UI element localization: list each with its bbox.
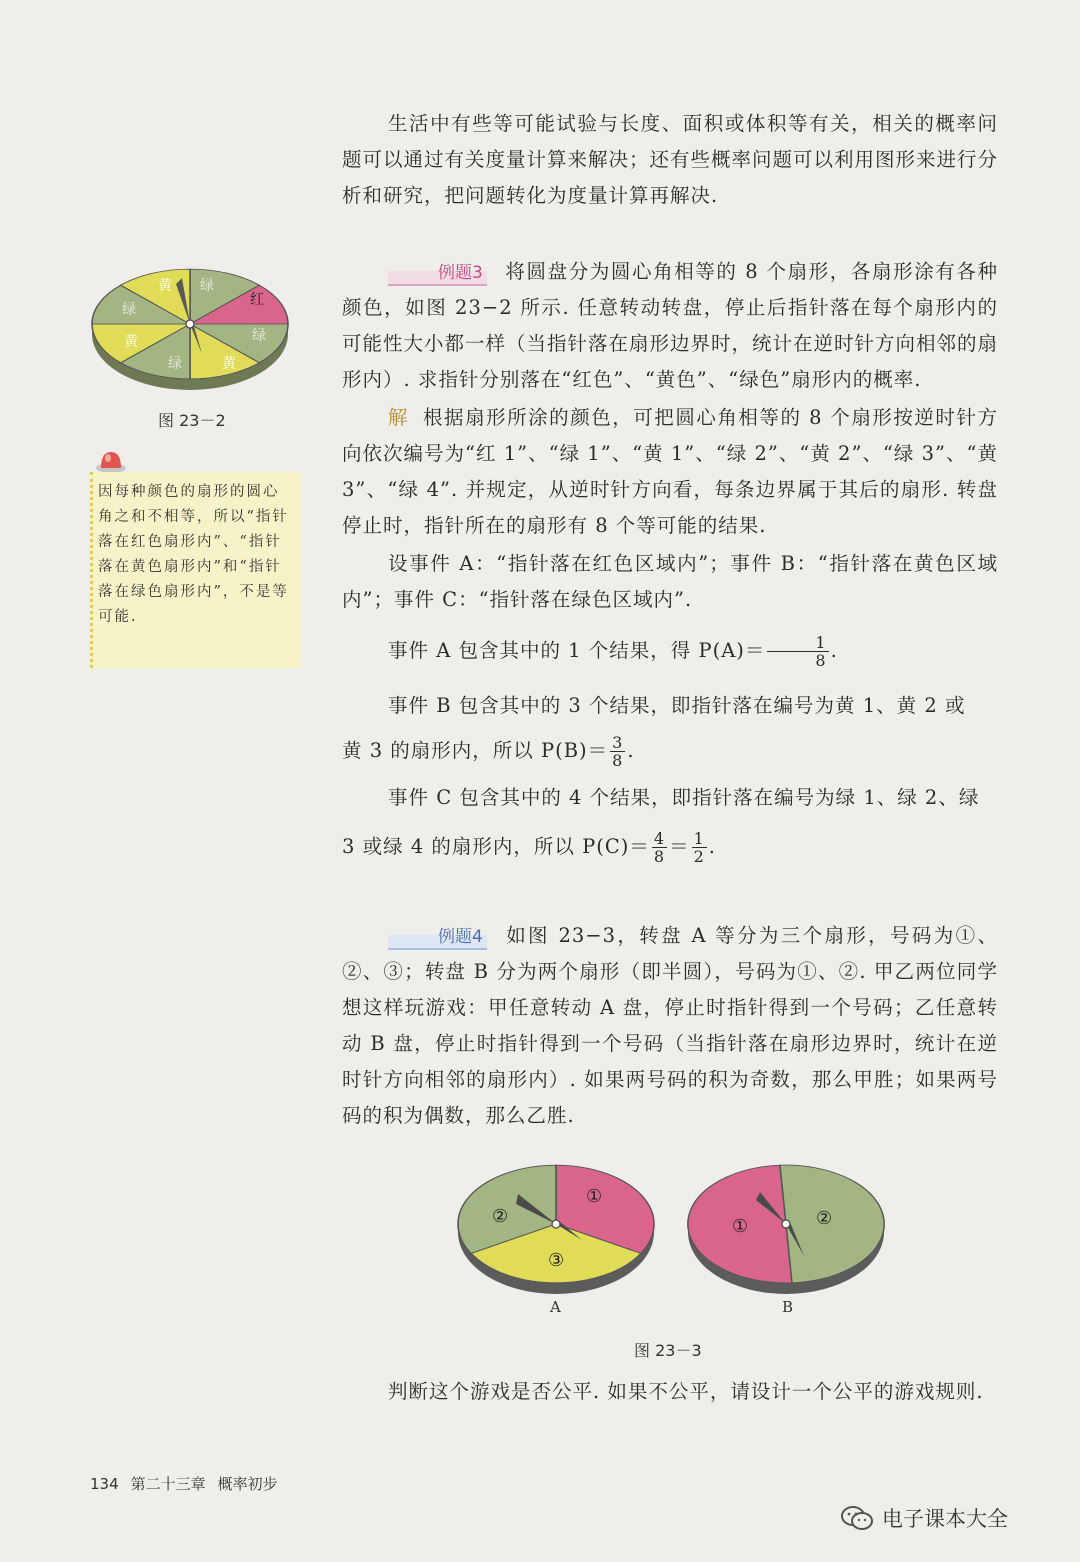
example4-question: 判断这个游戏是否公平. 如果不公平，请设计一个公平的游戏规则. [388, 1380, 984, 1403]
chapter-name: 第二十三章 [130, 1475, 206, 1493]
pa-numerator: 1 [767, 634, 828, 652]
side-note-text: 因每种颜色的扇形的圆心角之和不相等，所以“指针落在红色扇形内”、“指针落在黄色扇形内”和“指针落在绿色扇形内”，不是等可能. [98, 484, 289, 625]
disc-a-pivot-icon [552, 1220, 560, 1228]
pointer-pivot-icon [186, 320, 194, 328]
solution-p2: 设事件 A：“指针落在红色区域内”；事件 B：“指针落在黄色区域内”；事件 C：“指针落在绿色区域内”. [342, 552, 998, 611]
sector-label-green-top: 绿 [200, 278, 214, 294]
p5-line1: 事件 C 包含其中的 4 个结果，即指针落在编号为绿 1、绿 2、绿 [388, 786, 980, 809]
sector-label-green-bottom: 绿 [168, 356, 182, 372]
example4-text: 如图 23−3，转盘 A 等分为三个扇形，号码为①、②、③；转盘 B 分为两个扇形（即半圆），号码为①、②. 甲乙两位同学想这样玩游戏：甲任意转动 A 盘，停止时指针得到一个号码；乙任意转动 B 盘，停止时指针得到一个号码（当指针落在扇形边界时，统计在逆时针方向相邻的扇形内）. 如果两号码的积为奇数，那么甲胜；如果两号码的积为偶数，那么乙胜. [342, 924, 998, 1127]
example3-paragraph [342, 254, 998, 398]
spinner-figure-23-2 [88, 250, 298, 400]
disc-a-number-2: ② [492, 1206, 509, 1227]
fraction-pc2 [692, 830, 707, 865]
p3-text: 事件 A 包含其中的 1 个结果，得 P(A)＝ [388, 639, 766, 662]
sector-label-green-left: 绿 [122, 302, 136, 318]
sector-label-yellow-bottom: 黄 [222, 356, 236, 372]
example4-paragraph [342, 918, 998, 1134]
intro-paragraph: 生活中有些等可能试验与长度、面积或体积等有关，相关的概率问题可以通过有关度量计算来解决；还有些概率问题可以利用图形来进行分析和研究，把问题转化为度量计算再解决. [342, 112, 999, 207]
solution-p1: 根据扇形所涂的颜色，可把圆心角相等的 8 个扇形按逆时针方向依次编号为“红 1”、“绿 1”、“黄 1”、“绿 2”、“黄 2”、“绿 3”、“黄 3”、“绿 4”. 并规定，从逆时针方向看，每条边界属于其后的扇形. 转盘停止时，指针所在的扇形有 8 个等可能的结果. [342, 406, 998, 537]
pc2-numerator: 1 [693, 829, 705, 848]
p4-line2: 黄 3 的扇形内，所以 P(B)＝ [342, 739, 609, 762]
alarm-icon [94, 448, 128, 474]
brand-name: 电子课本大全 [882, 1507, 1008, 1531]
sector-label-green-right: 绿 [252, 328, 266, 344]
solution-p5b [342, 826, 998, 868]
sector-label-red: 红 [250, 292, 264, 308]
solution-p4 [342, 682, 998, 730]
p5-equals: ＝ [669, 835, 690, 858]
disc-a-label: A [550, 1298, 561, 1316]
solution-paragraph [342, 400, 998, 544]
brand-watermark [840, 1498, 1050, 1538]
pb-denominator: 8 [612, 751, 624, 770]
pc2-denominator: 2 [693, 847, 705, 866]
figure-23-3-caption: 图 23－3 [634, 1341, 702, 1360]
solution-p4b [342, 730, 998, 772]
p5-line2: 3 或绿 4 的扇形内，所以 P(C)＝ [342, 835, 650, 858]
pc1-denominator: 8 [653, 847, 666, 866]
disc-a-number-1: ① [586, 1186, 603, 1207]
page-footer [90, 1473, 290, 1494]
sector-label-yellow-top: 黄 [158, 278, 172, 294]
fraction-pc1 [652, 830, 667, 865]
chapter-title: 概率初步 [217, 1475, 278, 1493]
example3-text: 将圆盘分为圆心角相等的 8 个扇形，各扇形涂有各种颜色，如图 23−2 所示. 任意转动转盘，停止后指针落在每个扇形内的可能性大小都一样（当指针落在扇形边界时，统计在逆时针方向相邻的扇形内）. 求指针分别落在“红色”、“黄色”、“绿色”扇形内的概率. [342, 260, 999, 391]
example4-tag: 例题4 [388, 926, 487, 950]
disc-b-pivot-icon [782, 1220, 790, 1228]
p3-period: . [830, 639, 838, 662]
p5-period: . [708, 835, 716, 858]
disc-b-number-1: ① [732, 1216, 749, 1237]
disc-b-label: B [782, 1298, 794, 1316]
page-number: 134 [90, 1475, 119, 1493]
spinner-figure-23-3 [452, 1152, 892, 1302]
fraction-pb [610, 734, 625, 769]
p4-period: . [627, 739, 635, 762]
solution-p5 [342, 780, 998, 816]
wechat-icon [840, 1504, 874, 1532]
p4-line1: 事件 B 包含其中的 3 个结果，即指针落在编号为黄 1、黄 2 或 [388, 694, 966, 717]
sector-label-yellow-left: 黄 [124, 334, 138, 350]
pb-numerator: 3 [612, 733, 624, 752]
pc1-numerator: 4 [653, 829, 666, 848]
disc-b-number-2: ② [816, 1208, 833, 1229]
solution-label: 解 [388, 406, 410, 429]
fraction-pa [767, 634, 828, 669]
figure-23-2-caption: 图 23－2 [158, 411, 226, 430]
disc-a-number-3: ③ [548, 1250, 565, 1271]
solution-p3 [342, 630, 998, 672]
example3-tag: 例题3 [388, 262, 487, 286]
pa-denominator: 8 [815, 651, 827, 670]
